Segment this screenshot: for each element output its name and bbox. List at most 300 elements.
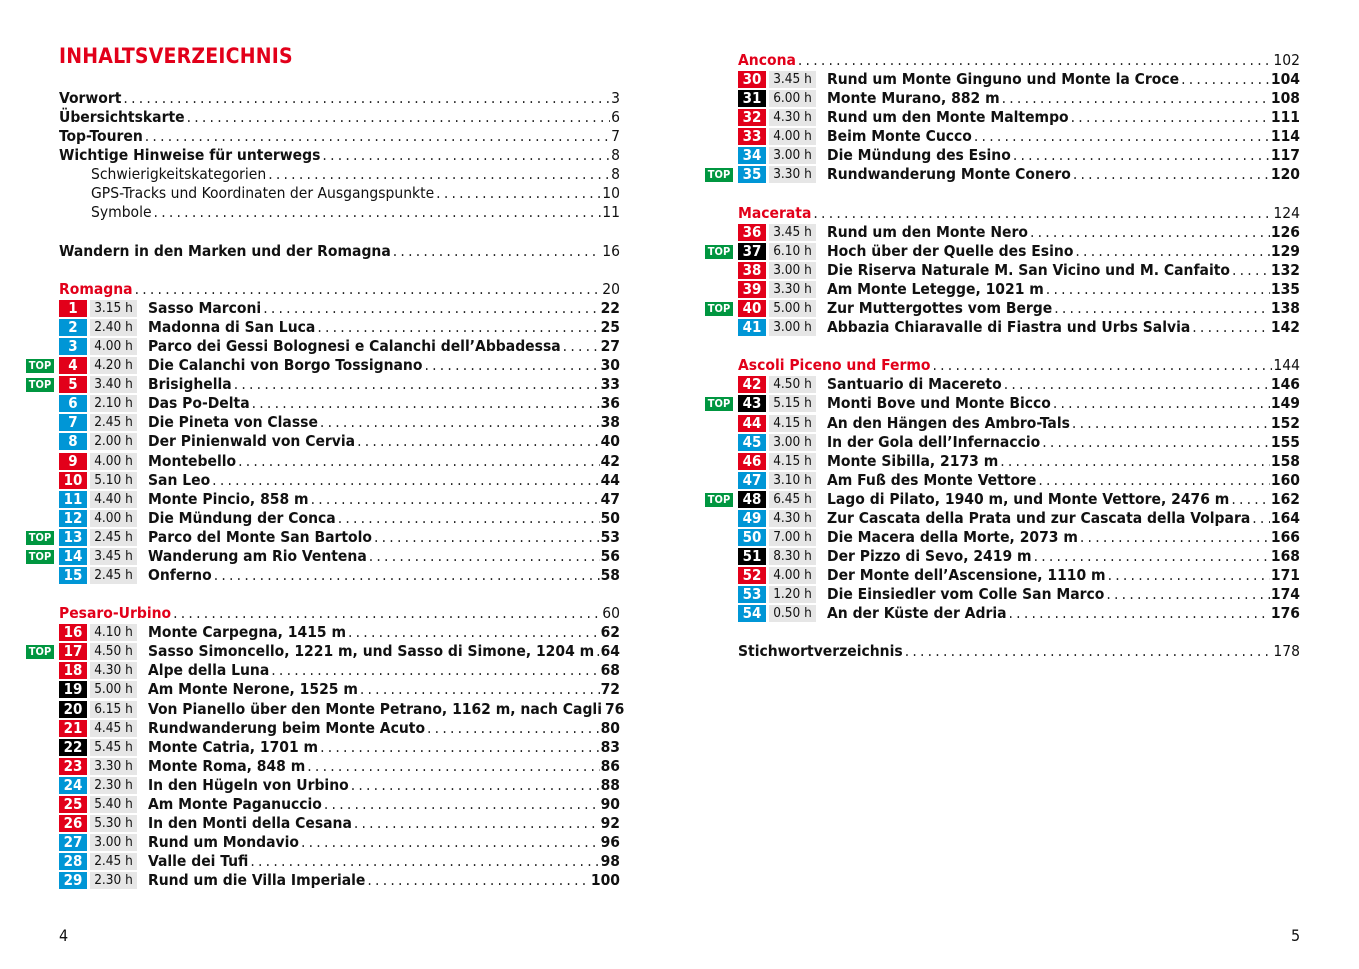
entry-label: Schwierigkeitskategorien	[91, 165, 267, 184]
dot-leader	[187, 108, 611, 127]
dot-leader	[338, 509, 600, 528]
leader-line	[827, 509, 1300, 528]
duration-badge: 2.00 h	[90, 433, 137, 450]
tour-title: Der Pinienwald von Cervia	[148, 432, 356, 451]
duration-badge: 0.50 h	[769, 605, 816, 622]
tour-title: Zur Cascata della Prata und zur Cascata della Volpara	[827, 508, 1251, 527]
tour-title-row	[148, 528, 620, 547]
tour-title: Madonna di San Luca	[148, 317, 316, 336]
page-ref: 114	[1270, 127, 1300, 146]
entry-label: Ascoli Piceno und Fermo	[738, 356, 931, 375]
tour-number-badge: 10	[59, 472, 87, 489]
tour-title: Das Po-Delta	[148, 394, 250, 413]
tour-number-badge: 30	[738, 71, 766, 88]
page-ref: 132	[1270, 260, 1300, 279]
page-ref: 149	[1270, 394, 1300, 413]
tour-number-badge: 20	[59, 701, 87, 718]
duration-badge: 5.15 h	[769, 395, 816, 412]
top-badge: TOP	[26, 359, 54, 373]
dot-leader	[123, 89, 610, 108]
tour-title: Die Pineta von Classe	[148, 413, 318, 432]
tour-title: Monti Bove und Monte Bicco	[827, 394, 1051, 413]
tour-title: Die Riserva Naturale M. San Vicino und M. Canfaito	[827, 260, 1230, 279]
leader-line	[827, 70, 1300, 89]
dot-leader	[1002, 89, 1270, 108]
duration-badge: 4.15 h	[769, 415, 816, 432]
leader-line	[827, 165, 1300, 184]
dot-leader	[1072, 414, 1270, 433]
page-ref: 27	[600, 337, 620, 356]
tour-title-row	[148, 661, 620, 680]
tour-title-row	[827, 223, 1300, 242]
page-number-right: 5	[1291, 926, 1301, 945]
duration-badge: 3.30 h	[90, 758, 137, 775]
dot-leader	[424, 356, 599, 375]
tour-number-badge: 22	[59, 739, 87, 756]
dot-leader	[1192, 318, 1270, 337]
duration-badge: 4.00 h	[90, 510, 137, 527]
top-badge: TOP	[705, 493, 733, 507]
tour-title: Sasso Simoncello, 1221 m, und Sasso di Simone, 1204 m	[148, 642, 595, 661]
leader-line	[738, 356, 1300, 375]
leader-line	[59, 280, 620, 299]
duration-badge: 5.00 h	[90, 681, 137, 698]
page-ref: 56	[600, 546, 620, 565]
tour-number-badge: 17	[59, 643, 87, 660]
top-badge: TOP	[705, 397, 733, 411]
region-heading	[59, 604, 620, 623]
page-ref: 68	[600, 661, 620, 680]
leader-line	[827, 471, 1300, 490]
leader-line	[59, 146, 620, 165]
page-ref: 108	[1270, 89, 1300, 108]
tour-number-badge: 6	[59, 395, 87, 412]
entry-label: Macerata	[738, 203, 812, 222]
entry-label: Stichwortverzeichnis	[738, 642, 903, 661]
leader-line	[827, 604, 1300, 623]
duration-badge: 5.45 h	[90, 739, 137, 756]
tour-number-badge: 40	[738, 300, 766, 317]
tour-entry	[0, 795, 680, 814]
page-ref: 30	[600, 356, 620, 375]
dot-leader	[268, 165, 610, 184]
page-ref: 58	[600, 566, 620, 584]
tour-entry	[0, 337, 680, 356]
tour-title-row	[827, 89, 1300, 108]
duration-badge: 4.00 h	[90, 453, 137, 470]
tour-entry	[0, 852, 680, 871]
tour-number-badge: 19	[59, 681, 87, 698]
tour-number-badge: 46	[738, 453, 766, 470]
tour-title: Wanderung am Rio Ventena	[148, 546, 367, 565]
leader-line	[148, 394, 620, 413]
dot-leader	[1075, 242, 1269, 261]
tour-entry	[0, 375, 680, 394]
page-ref: 40	[600, 432, 620, 451]
tour-title-row	[148, 623, 620, 642]
page-ref: 62	[600, 623, 620, 642]
leader-line	[148, 356, 620, 375]
tour-title: Am Monte Nerone, 1525 m	[148, 680, 358, 699]
tour-entry	[0, 471, 680, 490]
page-ref: 126	[1270, 222, 1300, 241]
duration-badge: 3.45 h	[769, 224, 816, 241]
tour-number-badge: 8	[59, 433, 87, 450]
dot-leader	[1030, 223, 1270, 242]
tour-title-row	[148, 642, 620, 661]
duration-badge: 3.40 h	[90, 376, 137, 393]
tour-title: Alpe della Luna	[148, 661, 270, 680]
leader-line	[827, 528, 1300, 547]
leader-line	[827, 394, 1300, 413]
tour-title-row	[148, 509, 620, 528]
tour-number-badge: 29	[59, 872, 87, 889]
dot-leader	[905, 642, 1273, 661]
tour-title-row	[148, 852, 620, 871]
dot-leader	[1232, 261, 1270, 280]
page-ref: 138	[1270, 299, 1300, 318]
tour-number-badge: 23	[59, 758, 87, 775]
entry-label: Ancona	[738, 51, 796, 69]
tour-number-badge: 49	[738, 510, 766, 527]
page-ref: 16	[602, 241, 620, 260]
page-ref: 20	[602, 279, 620, 298]
dot-leader	[252, 394, 600, 413]
front-matter-entry	[59, 108, 620, 127]
tour-title-row	[827, 452, 1300, 471]
tour-entry	[680, 471, 1359, 490]
leader-line	[148, 318, 620, 337]
tour-number-badge: 28	[59, 853, 87, 870]
page-ref: 38	[600, 413, 620, 432]
duration-badge: 3.00 h	[769, 319, 816, 336]
leader-line	[148, 413, 620, 432]
leader-line	[827, 89, 1300, 108]
duration-badge: 3.00 h	[90, 834, 137, 851]
page-ref: 111	[1270, 108, 1300, 127]
duration-badge: 4.20 h	[90, 357, 137, 374]
tour-title: In den Monti della Cesana	[148, 814, 352, 833]
tour-number-badge: 13	[59, 529, 87, 546]
leader-line	[827, 299, 1300, 318]
front-matter-entry	[59, 242, 620, 261]
dot-leader	[1106, 585, 1270, 604]
tour-title-row	[827, 433, 1300, 452]
dot-leader	[367, 871, 590, 890]
tour-title-row	[148, 318, 620, 337]
duration-badge: 4.00 h	[769, 567, 816, 584]
tour-number-badge: 9	[59, 453, 87, 470]
tour-title: Monte Catria, 1701 m	[148, 737, 319, 756]
tour-number-badge: 5	[59, 376, 87, 393]
tour-title: An den Hängen des Ambro-Tals	[827, 413, 1070, 432]
tour-title: Am Fuß des Monte Vettore	[827, 470, 1037, 489]
tour-entry	[0, 547, 680, 566]
tour-entry	[680, 223, 1359, 242]
tour-number-badge: 12	[59, 510, 87, 527]
page-ref: 144	[1273, 356, 1300, 375]
duration-badge: 3.10 h	[769, 472, 816, 489]
tour-number-badge: 31	[738, 90, 766, 107]
dot-leader	[311, 490, 600, 509]
leader-line	[59, 604, 620, 623]
tour-number-badge: 32	[738, 109, 766, 126]
dot-leader	[1038, 471, 1270, 490]
leader-line	[148, 490, 620, 509]
front-matter-entry	[59, 146, 620, 165]
entry-label: Vorwort	[59, 89, 122, 107]
tour-title-row	[148, 413, 620, 432]
page-ref: 60	[602, 604, 620, 623]
tour-title: Die Calanchi von Borgo Tossignano	[148, 356, 423, 375]
duration-badge: 2.45 h	[90, 529, 137, 546]
tour-title-row	[148, 833, 620, 852]
dot-leader	[173, 604, 601, 623]
page-ref: 92	[600, 814, 620, 833]
tour-entry	[680, 585, 1359, 604]
page-ref: 8	[611, 146, 620, 165]
tour-entry	[0, 490, 680, 509]
leader-line	[148, 661, 620, 680]
tour-title: Die Mündung des Esino	[827, 146, 1011, 165]
tour-title-row	[827, 585, 1300, 604]
tour-title-row	[148, 776, 620, 795]
tour-entry	[680, 108, 1359, 127]
tour-title-row	[827, 127, 1300, 146]
top-badge: TOP	[26, 550, 54, 564]
tour-number-badge: 21	[59, 720, 87, 737]
tour-title-row	[827, 394, 1300, 413]
tour-title-row	[827, 375, 1300, 394]
page-ref: 174	[1270, 585, 1300, 604]
dot-leader	[1053, 394, 1270, 413]
duration-badge: 5.00 h	[769, 300, 816, 317]
leader-line	[827, 452, 1300, 471]
entry-label: GPS-Tracks und Koordinaten der Ausgangspunkte	[91, 184, 435, 203]
leader-line	[827, 375, 1300, 394]
duration-badge: 2.45 h	[90, 567, 137, 584]
leader-line	[148, 680, 620, 699]
page-ref: 124	[1273, 203, 1300, 222]
leader-line	[59, 89, 620, 108]
dot-leader	[271, 661, 599, 680]
duration-badge: 4.15 h	[769, 453, 816, 470]
page-ref: 102	[1273, 51, 1300, 69]
page-ref: 155	[1270, 432, 1300, 451]
tour-title: Onferno	[148, 566, 212, 584]
dot-leader	[320, 413, 600, 432]
dot-leader	[1004, 375, 1270, 394]
tour-entry	[0, 776, 680, 795]
leader-line	[827, 223, 1300, 242]
tour-number-badge: 27	[59, 834, 87, 851]
page-ref: 36	[600, 394, 620, 413]
tour-title-row	[827, 509, 1300, 528]
dot-leader	[1042, 433, 1270, 452]
tour-number-badge: 11	[59, 491, 87, 508]
duration-badge: 2.40 h	[90, 319, 137, 336]
dot-leader	[1013, 146, 1270, 165]
tour-entry	[680, 242, 1359, 261]
tour-title-row	[827, 566, 1300, 585]
page-ref: 53	[600, 527, 620, 546]
tour-title: Abbazia Chiaravalle di Fiastra und Urbs Salvia	[827, 318, 1191, 337]
region-heading	[738, 204, 1300, 223]
page-ref: 171	[1270, 566, 1300, 585]
page-ref: 3	[611, 89, 620, 107]
tour-title-row	[148, 680, 620, 699]
tour-number-badge: 39	[738, 281, 766, 298]
tour-title: Parco dei Gessi Bolognesi e Calanchi dell’Abbadessa	[148, 337, 561, 356]
duration-badge: 6.00 h	[769, 90, 816, 107]
leader-line	[148, 528, 620, 547]
duration-badge: 4.40 h	[90, 491, 137, 508]
dot-leader	[1108, 566, 1270, 585]
leader-line	[148, 795, 620, 814]
tour-entry	[680, 509, 1359, 528]
tour-number-badge: 14	[59, 548, 87, 565]
tour-number-badge: 44	[738, 415, 766, 432]
dot-leader	[1046, 280, 1270, 299]
page-ref: 64	[600, 642, 620, 661]
tour-title: Hoch über der Quelle des Esino	[827, 241, 1074, 260]
page-ref: 80	[600, 718, 620, 737]
page-ref: 162	[1270, 489, 1300, 508]
dot-leader	[813, 204, 1272, 223]
leader-line	[59, 127, 620, 146]
leader-line	[827, 146, 1300, 165]
tour-title: Beim Monte Cucco	[827, 127, 972, 146]
page-ref: 83	[600, 737, 620, 756]
tour-title-row	[827, 604, 1300, 623]
tour-number-badge: 43	[738, 395, 766, 412]
leader-line	[827, 585, 1300, 604]
page-ref: 129	[1270, 241, 1300, 260]
dot-leader	[214, 566, 600, 585]
tour-entry	[680, 127, 1359, 146]
leader-line	[148, 776, 620, 795]
tour-title-row	[148, 757, 620, 776]
tour-title: Die Mündung der Conca	[148, 508, 336, 527]
leader-line	[148, 623, 620, 642]
tour-entry	[680, 89, 1359, 108]
page-ref: 164	[1270, 508, 1300, 527]
tour-number-badge: 18	[59, 662, 87, 679]
tour-number-badge: 1	[59, 300, 87, 317]
tour-title: Monte Sibilla, 2173 m	[827, 451, 999, 470]
page-ref: 47	[600, 489, 620, 508]
tour-entry	[0, 394, 680, 413]
tour-entry	[680, 299, 1359, 318]
tour-number-badge: 2	[59, 319, 87, 336]
tour-title-row	[827, 490, 1300, 509]
leader-line	[148, 432, 620, 451]
dot-leader	[1009, 604, 1270, 623]
duration-badge: 4.30 h	[769, 510, 816, 527]
tour-entry	[680, 70, 1359, 89]
tour-title: Monte Pincio, 858 m	[148, 489, 309, 508]
tour-title: Valle dei Tufi	[148, 852, 249, 871]
tour-number-badge: 24	[59, 777, 87, 794]
dot-leader	[320, 738, 600, 757]
page-ref: 72	[600, 680, 620, 699]
tour-title: In der Gola dell’Infernaccio	[827, 432, 1041, 451]
tour-title: Am Monte Letegge, 1021 m	[827, 279, 1044, 298]
tour-title: An der Küste der Adria	[827, 604, 1007, 623]
dot-leader	[369, 547, 600, 566]
dot-leader	[357, 432, 600, 451]
duration-badge: 3.45 h	[769, 71, 816, 88]
tour-title: Monte Murano, 882 m	[827, 89, 1000, 108]
tour-title-row	[148, 490, 620, 509]
duration-badge: 3.15 h	[90, 300, 137, 317]
tour-title-row	[827, 108, 1300, 127]
page-ref: 42	[600, 451, 620, 470]
tour-entry	[0, 814, 680, 833]
page-ref: 76	[604, 699, 625, 718]
leader-line	[148, 509, 620, 528]
front-matter-entry	[91, 165, 620, 184]
tour-number-badge: 51	[738, 548, 766, 565]
duration-badge: 3.45 h	[90, 548, 137, 565]
leader-line	[148, 871, 620, 890]
duration-badge: 6.15 h	[90, 701, 137, 718]
tour-title-row	[148, 337, 620, 356]
tour-title: Monte Carpegna, 1415 m	[148, 623, 346, 642]
dot-leader	[301, 833, 600, 852]
duration-badge: 4.50 h	[769, 376, 816, 393]
page-ref: 158	[1270, 451, 1300, 470]
page-ref: 8	[611, 165, 620, 184]
tour-entry	[0, 719, 680, 738]
leader-line	[91, 165, 620, 184]
tour-entry	[0, 700, 680, 719]
duration-badge: 1.20 h	[769, 586, 816, 603]
region-heading	[59, 280, 620, 299]
tour-number-badge: 15	[59, 567, 87, 584]
dot-leader	[427, 719, 600, 738]
tour-title: Von Pianello über den Monte Petrano, 1162 m, nach Cagli	[148, 699, 602, 718]
page-ref: 96	[600, 833, 620, 852]
tour-title-row	[148, 738, 620, 757]
duration-badge: 4.10 h	[90, 624, 137, 641]
dot-leader	[154, 203, 602, 222]
entry-label: Pesaro-Urbino	[59, 604, 172, 623]
dot-leader	[1252, 509, 1270, 528]
tour-entry	[680, 318, 1359, 337]
dot-leader	[135, 280, 602, 299]
tour-entry	[0, 680, 680, 699]
leader-line	[738, 642, 1300, 661]
leader-line	[91, 184, 620, 203]
dot-leader	[563, 337, 600, 356]
page-ref: 33	[600, 375, 620, 394]
page-ref: 86	[600, 756, 620, 775]
leader-line	[827, 566, 1300, 585]
tour-entry	[0, 833, 680, 852]
leader-line	[148, 471, 620, 490]
tour-title-row	[148, 547, 620, 566]
duration-badge: 5.30 h	[90, 815, 137, 832]
tour-number-badge: 54	[738, 605, 766, 622]
tour-entry	[680, 165, 1359, 184]
tour-entry	[0, 413, 680, 432]
tour-title: Rund um den Monte Maltempo	[827, 108, 1069, 127]
leader-line	[148, 337, 620, 356]
leader-line	[148, 452, 620, 471]
tour-title-row	[148, 432, 620, 451]
duration-badge: 3.00 h	[769, 147, 816, 164]
